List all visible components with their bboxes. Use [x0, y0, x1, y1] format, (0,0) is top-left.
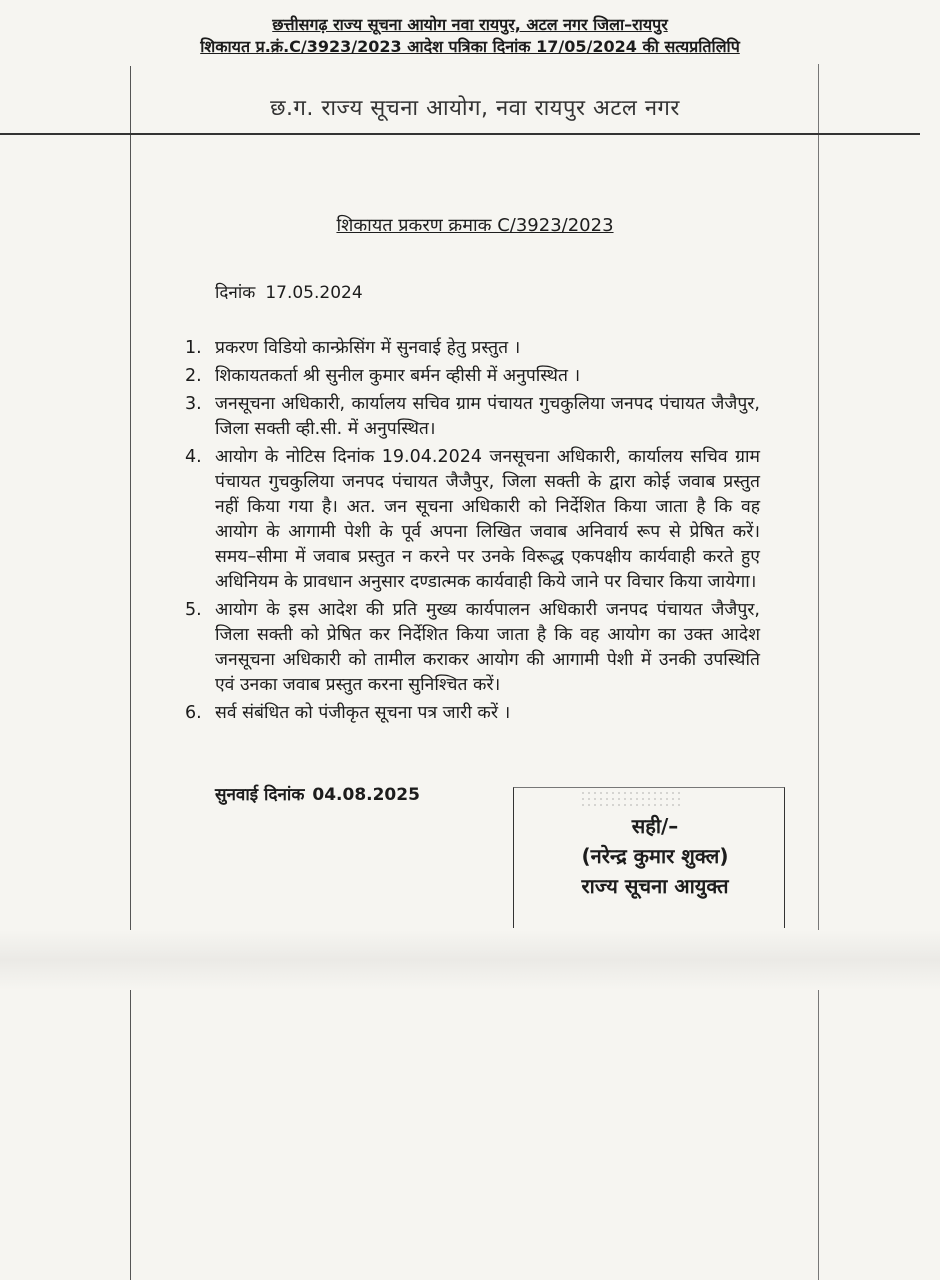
document-header: [0, 14, 940, 58]
item-text: आयोग के नोटिस दिनांक 19.04.2024 जनसूचना अधिकारी, कार्यालय सचिव ग्राम पंचायत गुचकुलिया जनपद पंचायत जैजैपुर, जिला सक्ती के द्वारा कोई जवाब प्रस्तुत नहीं किया गया है। अत. जन सूचना अधिकारी को निर्देशित किया जाता है कि वह आयोग के आगामी पेशी के पूर्व अपना लिखित जवाब अनिवार्य रूप से प्रेषित करें। समय–सीमा में जवाब प्रस्तुत न करने पर उनके विरूद्ध एकपक्षीय कार्यवाही करते हुए अधिनियम के प्रावधान अनुसार दण्डात्मक कार्यवाही किये जाने पर विचार किया जायेगा।: [215, 447, 760, 592]
item-number: 5.: [185, 600, 202, 620]
hearing-value: 04.08.2025: [312, 785, 420, 805]
item-text: सर्व संबंधित को पंजीकृत सूचना पत्र जारी करें ।: [215, 703, 511, 723]
order-date: [215, 280, 373, 303]
case-title: शिकायत प्रकरण क्रमाक C/3923/2023: [336, 215, 614, 236]
hearing-label: सुनवाई दिनांक: [215, 785, 305, 805]
scan-shadow: [0, 930, 940, 990]
header-line-2: शिकायत प्र.क्रं.C/3923/2023 आदेश पत्रिका दिनांक 17/05/2024 की सत्यप्रतिलिपि: [200, 37, 740, 56]
item-number: 1.: [185, 338, 202, 358]
item-text: जनसूचना अधिकारी, कार्यालय सचिव ग्राम पंचायत गुचकुलिया जनपद पंचायत जैजैपुर, जिला सक्ती व्ही.सी. में अनुपस्थित।: [215, 394, 760, 439]
item-text: आयोग के इस आदेश की प्रति मुख्य कार्यपालन अधिकारी जनपद पंचायत जैजैपुर, जिला सक्ती को प्रेषित कर निर्देशित किया जाता है कि वह आयोग का उक्त आदेश जनसूचना अधिकारी को तामील कराकर आयोग की आगामी पेशी में उनकी उपस्थिति एवं उनका जवाब प्रस्तुत करना सुनिश्चित करें।: [215, 600, 760, 695]
order-item: [185, 364, 760, 389]
order-item: [185, 392, 760, 442]
header-divider: [0, 133, 920, 135]
hearing-date: [215, 782, 428, 805]
item-number: 3.: [185, 394, 202, 414]
order-item: [185, 598, 760, 698]
item-text: शिकायतकर्ता श्री सुनील कुमार बर्मन व्हीसी में अनुपस्थित ।: [215, 366, 581, 386]
item-text: प्रकरण विडियो कान्फ्रेसिंग में सुनवाई हेतु प्रस्तुत ।: [215, 338, 521, 358]
order-item: [185, 336, 760, 361]
signatory-designation: राज्य सूचना आयुक्त: [581, 874, 729, 898]
item-number: 2.: [185, 366, 202, 386]
header-line-1: छत्तीसगढ़ राज्य सूचना आयोग नवा रायपुर, अटल नगर जिला–रायपुर: [272, 15, 668, 34]
item-number: 4.: [185, 447, 202, 467]
left-margin-rule: [130, 66, 131, 1280]
right-margin-rule: [818, 64, 819, 1280]
office-name: छ.ग. राज्य सूचना आयोग, नवा रायपुर अटल नगर: [270, 96, 680, 121]
order-items: [185, 336, 760, 729]
order-item: [185, 701, 760, 726]
signature-mark: सही/–: [631, 814, 679, 838]
item-number: 6.: [185, 703, 202, 723]
order-item: [185, 445, 760, 595]
date-value: 17.05.2024: [265, 283, 363, 303]
date-label: दिनांक: [215, 283, 256, 303]
stamp-smudge: [580, 790, 680, 810]
signatory-name: (नरेन्द्र कुमार शुक्ल): [581, 844, 729, 868]
